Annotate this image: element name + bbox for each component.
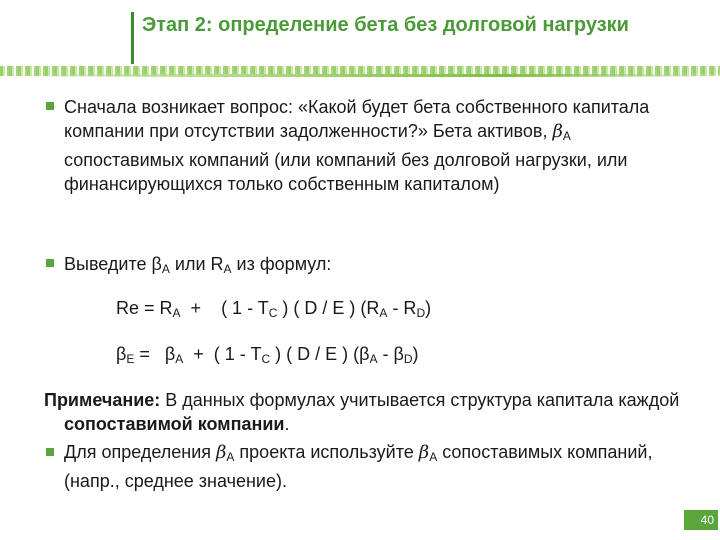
slide-title: Этап 2: определение бета без долговой нагрузки xyxy=(142,14,629,36)
note-bold-text: сопоставимой компании xyxy=(64,414,285,434)
formula-term: + ( 1 - T xyxy=(180,298,269,318)
bullet-marker xyxy=(46,259,54,267)
note-bullet-text: Для определения xyxy=(64,442,216,462)
beta-symbol: β xyxy=(216,442,227,463)
formula-term: - R xyxy=(387,298,417,318)
note-paragraph xyxy=(44,388,684,436)
subscript: C xyxy=(261,352,271,366)
subscript: A xyxy=(429,450,438,464)
beta-symbol: β xyxy=(164,344,176,364)
beta-symbol: β xyxy=(393,344,404,364)
subscript: D xyxy=(403,352,413,366)
bullet-note xyxy=(64,440,684,493)
subscript: A xyxy=(172,306,181,320)
formula-return xyxy=(116,296,431,325)
note-text: В данных формулах учитывается структура капитала каждой xyxy=(160,390,680,410)
bullet-marker xyxy=(46,448,54,456)
subscript: A xyxy=(379,306,388,320)
subscript: C xyxy=(268,306,278,320)
bullet-question xyxy=(64,95,664,196)
note-label: Примечание: xyxy=(44,390,161,410)
decorative-band-highlight xyxy=(0,74,720,77)
note-block xyxy=(44,388,684,436)
subscript: A xyxy=(369,352,378,366)
formula-beta xyxy=(116,342,419,371)
page-number: 40 xyxy=(684,510,718,530)
formula-term: = xyxy=(134,344,165,364)
bullet-marker xyxy=(46,102,54,110)
title-accent-bar xyxy=(131,12,134,64)
note-bullet-text-mid: проекта используйте xyxy=(234,442,419,462)
subscript: A xyxy=(562,129,571,143)
beta-symbol: β xyxy=(151,254,162,274)
bullet-question-text: Сначала возникает вопрос: «Какой будет бета собственного капитала компании при отсутствии задолженности?» Бета активов, xyxy=(64,97,650,141)
formula-term: ) ( D / E ) ( xyxy=(270,344,360,364)
note-text-end: . xyxy=(284,414,290,434)
beta-symbol: β xyxy=(552,121,563,142)
beta-symbol: β xyxy=(116,344,127,364)
subscript: D xyxy=(416,306,426,320)
formula-term: ) ( D / E ) (R xyxy=(277,298,380,318)
derive-text: Выведите xyxy=(64,254,152,274)
formula-term: ) xyxy=(412,344,419,364)
subscript: A xyxy=(161,262,170,276)
subscript: A xyxy=(223,262,232,276)
beta-symbol: β xyxy=(359,344,370,364)
derive-text-mid: или R xyxy=(169,254,224,274)
formula-term: Re = R xyxy=(116,298,173,318)
note-bullet-text-end: сопоставимых компаний, (напр., среднее значение). xyxy=(64,442,653,491)
derive-text-end: из формул: xyxy=(231,254,332,274)
formula-term: - xyxy=(377,344,394,364)
beta-symbol: β xyxy=(418,442,430,463)
subscript: E xyxy=(126,352,135,366)
subscript: A xyxy=(175,352,184,366)
formula-term: + ( 1 - T xyxy=(183,344,262,364)
bullet-derive xyxy=(64,252,664,281)
subscript: A xyxy=(226,450,235,464)
bullet-question-text-cont: сопоставимых компаний (или компаний без долговой нагрузки, или финансирующихся только собственным капиталом) xyxy=(64,150,628,194)
formula-term: ) xyxy=(425,298,432,318)
